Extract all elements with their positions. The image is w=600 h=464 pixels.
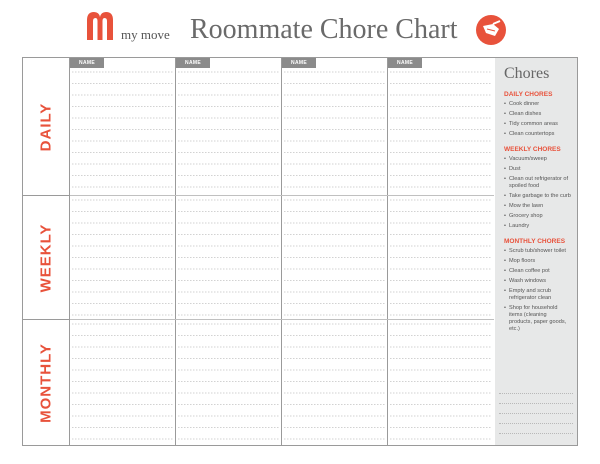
chore-item: • Clean dishes (504, 111, 571, 118)
section-label-weekly: WEEKLY (37, 223, 55, 292)
page-title: Roommate Chore Chart (190, 14, 458, 45)
section-divider (70, 319, 494, 320)
chores-group-heading: DAILY CHORES (504, 91, 553, 98)
section-label-monthly: MONTHLY (37, 342, 55, 423)
chore-item: • Tidy common areas (504, 121, 571, 128)
chores-panel (495, 58, 577, 445)
section-labels (23, 58, 69, 445)
chore-item: • Cook dinner (504, 101, 571, 108)
name-tag: NAME (388, 58, 422, 68)
writing-lines (388, 58, 494, 445)
writing-lines (70, 58, 175, 445)
chore-item: • Scrub tub/shower toilet (504, 248, 571, 255)
section-daily (23, 58, 69, 196)
chore-chart-grid (22, 57, 578, 446)
roommate-column-2 (176, 58, 282, 445)
chores-list (504, 156, 571, 230)
section-label-daily: DAILY (37, 102, 55, 151)
writing-lines (282, 58, 387, 445)
chore-item: • Clean out refrigerator of spoiled food (504, 176, 571, 190)
chore-item: • Mop floors (504, 258, 571, 265)
roommate-column-4 (388, 58, 494, 445)
chore-item: • Wash windows (504, 278, 571, 285)
chore-groups (504, 91, 571, 333)
chore-item: • Clean countertops (504, 131, 571, 138)
chore-item: • Dust (504, 166, 571, 173)
chores-list (504, 101, 571, 138)
chore-item: • Take garbage to the curb (504, 193, 571, 200)
section-monthly (23, 320, 69, 445)
m-logo-icon (84, 8, 116, 42)
chore-item: • Clean coffee pot (504, 268, 571, 275)
chore-item: • Vacuum/sweep (504, 156, 571, 163)
roommate-columns (69, 58, 494, 445)
name-tag: NAME (282, 58, 316, 68)
header (0, 0, 600, 56)
section-weekly (23, 196, 69, 320)
roommate-column-1 (70, 58, 176, 445)
section-divider (70, 195, 494, 196)
chore-item: • Grocery shop (504, 213, 571, 220)
chores-list (504, 248, 571, 333)
brand-name: my move (121, 27, 170, 42)
roommate-column-3 (282, 58, 388, 445)
panel-writing-lines (499, 393, 573, 441)
chores-group-heading: MONTHLY CHORES (504, 238, 566, 245)
writing-lines (176, 58, 281, 445)
chore-item: • Mow the lawn (504, 203, 571, 210)
chore-item: • Shop for household items (cleaning products, paper goods, etc.) (504, 305, 571, 333)
name-tag: NAME (176, 58, 210, 68)
name-tag: NAME (70, 58, 104, 68)
chores-group-heading: WEEKLY CHORES (504, 146, 561, 153)
chore-item: • Empty and scrub refrigerator clean (504, 288, 571, 302)
chores-title: Chores (504, 65, 550, 82)
chore-item: • Laundry (504, 223, 571, 230)
broom-badge-icon (475, 14, 507, 46)
